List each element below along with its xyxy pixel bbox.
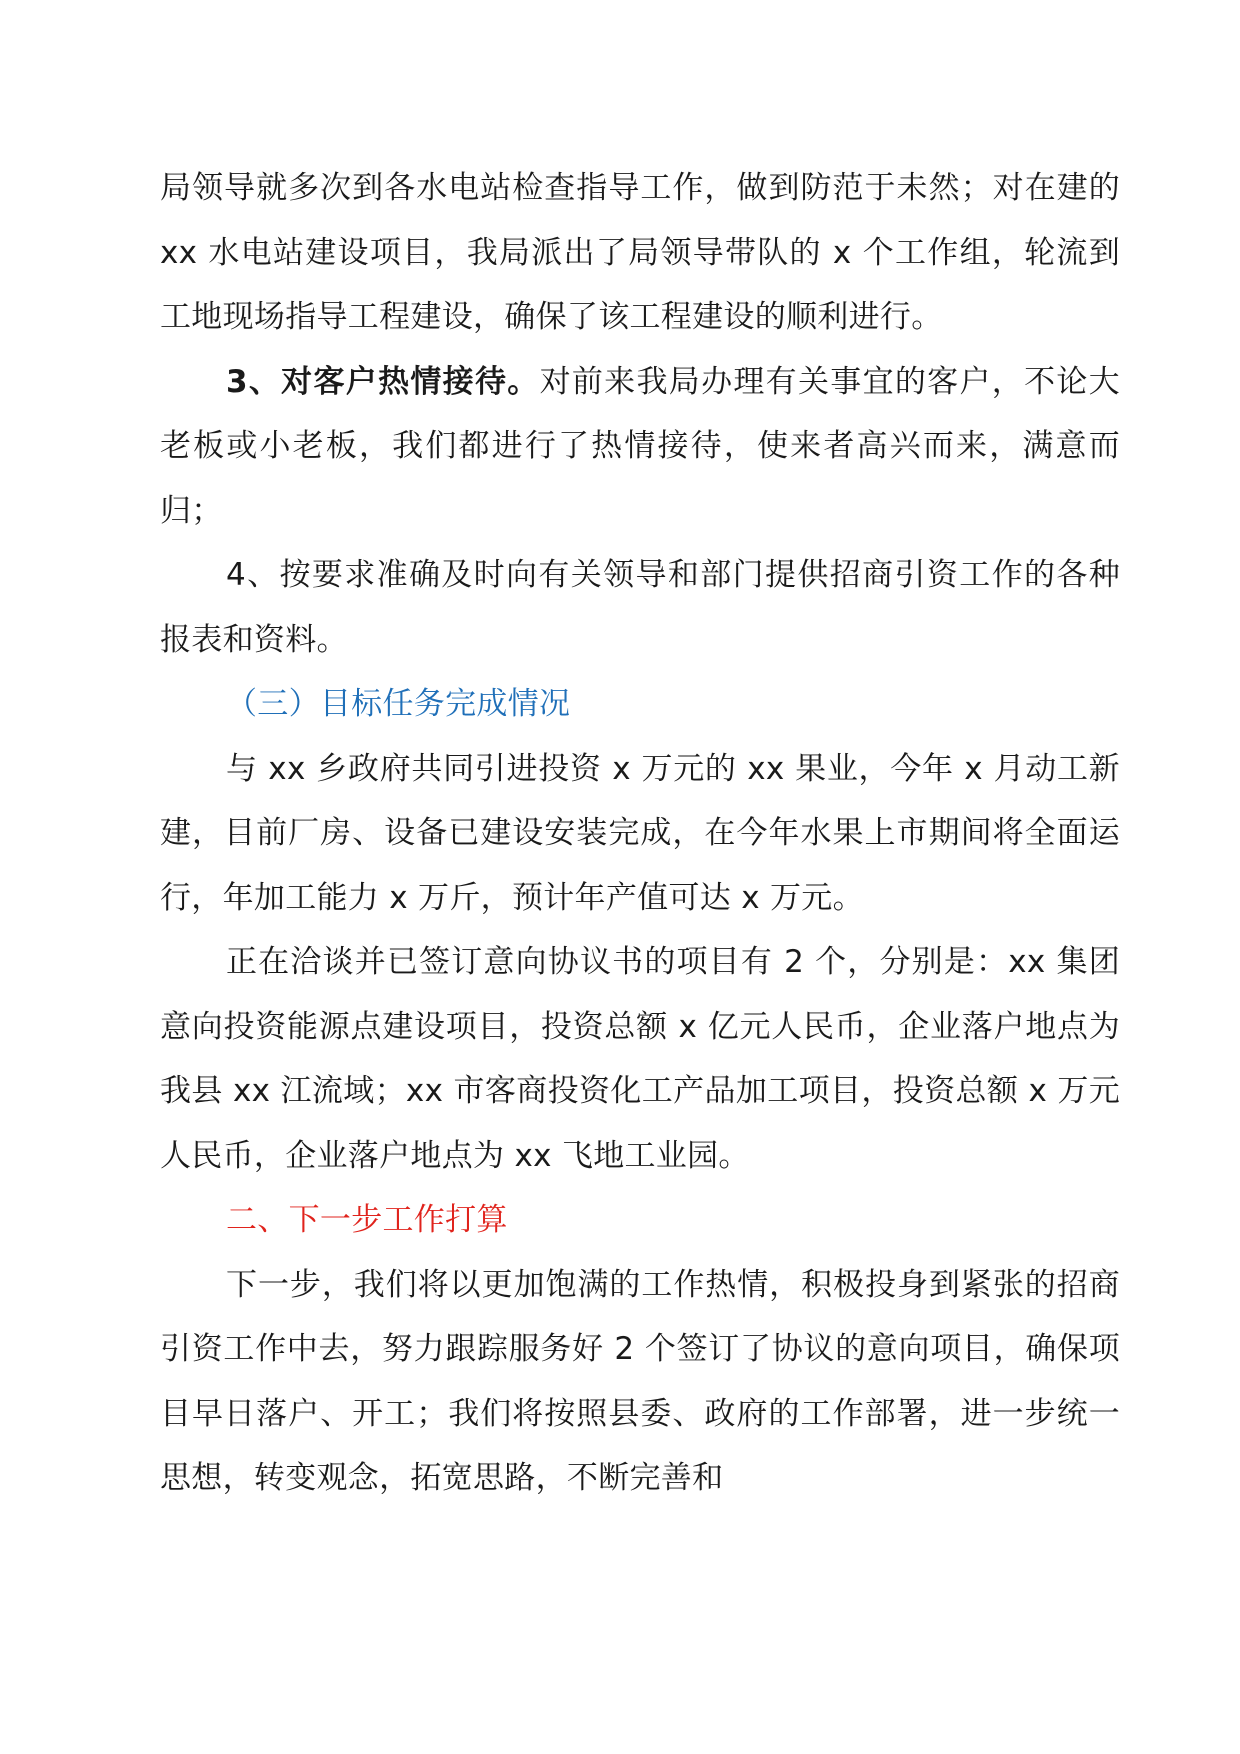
paragraph-body-text: 对前来我局办理有关事宜的客户，不论大老板或小老板，我们都进行了热情接待，使来者高兴而来，满意而归； — [160, 363, 1120, 529]
paragraph-customer-reception — [160, 350, 1120, 544]
section-heading-target-completion: （三）目标任务完成情况 — [226, 686, 571, 722]
paragraph-water-station-guidance: 局领导就多次到各水电站检查指导工作，做到防范于未然；对在建的 xx 水电站建设项目，我局派出了局领导带队的 x 个工作组，轮流到工地现场指导工程建设，确保了该工程建设的顺利进行。 — [160, 170, 1120, 335]
paragraph-lead-heading: 3、对客户热情接待。 — [226, 363, 540, 400]
paragraph-signed-intent-projects: 正在洽谈并已签订意向协议书的项目有 2 个，分别是：xx 集团意向投资能源点建设项目，投资总额 x 亿元人民币，企业落户地点为我县 xx 江流域；xx 市客商投资化工产品加工项目，投资总额 x 万元人民币，企业落户地点为 xx 飞地工业园。 — [160, 944, 1120, 1174]
paragraph-next-steps-plan: 下一步，我们将以更加饱满的工作热情，积极投身到紧张的招商引资工作中去，努力跟踪服务好 2 个签订了协议的意向项目，确保项目早日落户、开工；我们将按照县委、政府的工作部署，进一步统一思想，转变观念，拓宽思路，不断完善和 — [160, 1266, 1120, 1496]
paragraph-reports-provision: 4、按要求准确及时向有关领导和部门提供招商引资工作的各种报表和资料。 — [160, 557, 1120, 658]
paragraph-fruit-industry-project: 与 xx 乡政府共同引进投资 x 万元的 xx 果业，今年 x 月动工新建，目前厂房、设备已建设安装完成，在今年水果上市期间将全面运行，年加工能力 x 万斤，预计年产值可达 x 万元。 — [160, 750, 1120, 916]
document-body — [160, 156, 1120, 1511]
section-heading-next-steps: 二、下一步工作打算 — [226, 1202, 508, 1238]
